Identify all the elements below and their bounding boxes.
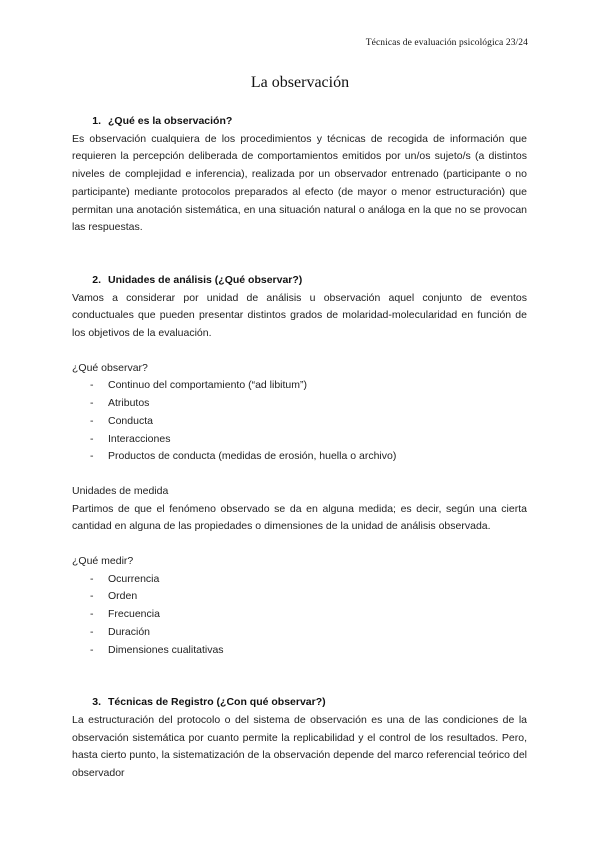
- dash-bullet: -: [90, 572, 94, 585]
- what-observe-label: ¿Qué observar?: [72, 361, 148, 374]
- dash-bullet: -: [90, 397, 94, 410]
- list-item: - Duración: [72, 624, 527, 642]
- list-item: - Frecuencia: [72, 606, 527, 624]
- dash-bullet: -: [90, 608, 94, 621]
- page-header: Técnicas de evaluación psicológica 23/24: [365, 38, 528, 48]
- dash-bullet: -: [90, 414, 94, 427]
- section-2-title: Unidades de análisis (¿Qué observar?): [108, 273, 303, 286]
- section-1-paragraph: Es observación cualquiera de los procedimientos y técnicas de recogida de información que requieren la percepción deliberada de comportamientos emitidos por un/os sujeto/s (a distintos niveles de complejidad e inferencia), realizada por un observador entrenado (participante o no participante) mediante protocolos preparados al efecto (de mayor o menor estructuración) que permitan una anotación sistemática, en una situación natural o análoga en la que no se provocan las respuestas.: [72, 132, 527, 234]
- section-3-title: Técnicas de Registro (¿Con qué observar?): [108, 696, 326, 709]
- page-title: La observación: [250, 74, 350, 91]
- list-item: - Continuo del comportamiento (“ad libitum”): [72, 377, 527, 395]
- dash-bullet: -: [90, 625, 94, 638]
- section-3-paragraph: La estructuración del protocolo o del sistema de observación es una de las condiciones de la observación sistemática por cuanto permite la replicabilidad y el control de los resultados. Pero, hasta cierto punto, la sistematización de la observación depende del marco referencial teórico del observador: [72, 713, 527, 780]
- list-item: - Dimensiones cualitativas: [72, 642, 527, 660]
- list-item: - Atributos: [72, 395, 527, 413]
- section-3-number: 3.: [92, 696, 101, 709]
- units-paragraph: Partimos de que el fenómeno observado se da en alguna medida; es decir, según una cierta cantidad en alguna de las propiedades o dimensiones de la unidad de análisis observada.: [72, 502, 527, 533]
- list-item: - Productos de conducta (medidas de erosión, huella o archivo): [72, 448, 527, 466]
- list-item: - Ocurrencia: [72, 571, 527, 589]
- document-body: [72, 113, 527, 783]
- dash-bullet: -: [90, 450, 94, 463]
- dash-bullet: -: [90, 432, 94, 445]
- dash-bullet: -: [90, 590, 94, 603]
- section-2-paragraph: Vamos a considerar por unidad de análisis u observación aquel conjunto de eventos conductuales que pueden presentar distintos grados de molaridad-molecularidad en función de los objetivos de la evaluación.: [72, 291, 527, 340]
- dash-bullet: -: [90, 643, 94, 656]
- list-item: - Interacciones: [72, 431, 527, 449]
- list-item: - Orden: [72, 588, 527, 606]
- section-2-number: 2.: [92, 273, 101, 286]
- what-observe-list: [72, 377, 527, 466]
- dash-bullet: -: [90, 379, 94, 392]
- section-1-number: 1.: [92, 115, 101, 127]
- section-1-title: ¿Qué es la observación?: [108, 115, 233, 127]
- list-item: - Conducta: [72, 413, 527, 431]
- units-label: Unidades de medida: [72, 484, 169, 497]
- what-measure-label: ¿Qué medir?: [72, 555, 134, 568]
- what-measure-list: [72, 571, 527, 660]
- section-3-heading: [72, 694, 527, 712]
- section-2-heading: [72, 272, 527, 290]
- section-1-heading: [72, 113, 527, 131]
